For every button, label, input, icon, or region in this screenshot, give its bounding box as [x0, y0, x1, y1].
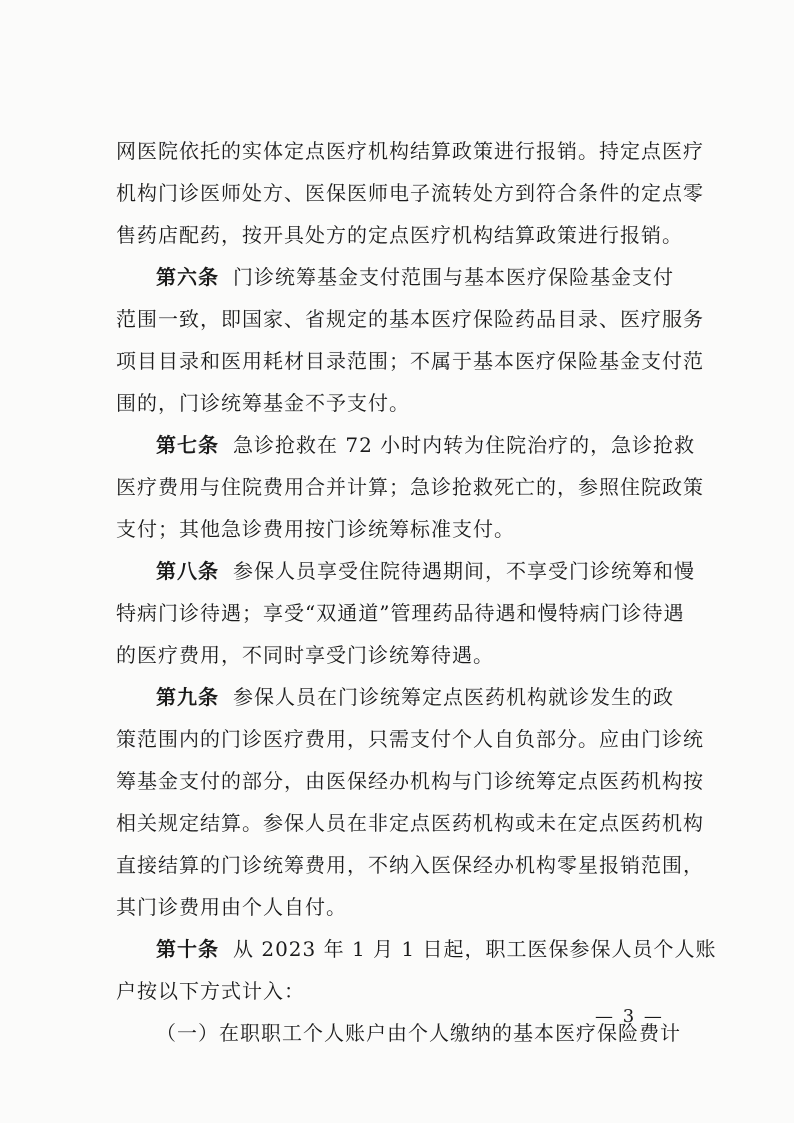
text-line: 网医院依托的实体定点医疗机构结算政策进行报销。持定点医疗 — [116, 139, 704, 163]
text-line: 的医疗费用，不同时享受门诊统筹待遇。 — [116, 643, 494, 667]
article-8-first-line — [116, 550, 716, 592]
text-line: 支付；其他急诊费用按门诊统筹标准支付。 — [116, 517, 515, 541]
article-label: 第八条 — [156, 559, 219, 583]
page-number: — 3 — — [595, 1006, 664, 1027]
text-line: 项目目录和医用耗材目录范围；不属于基本医疗保险基金支付范 — [116, 349, 704, 373]
text-line: 直接结算的门诊统筹费用，不纳入医保经办机构零星报销范围， — [116, 853, 704, 877]
article-label: 第七条 — [156, 433, 219, 457]
text-line: 围的，门诊统筹基金不予支付。 — [116, 391, 410, 415]
text-line: 机构门诊医师处方、医保医师电子流转处方到符合条件的定点零 — [116, 181, 704, 205]
text-line: 户按以下方式计入： — [116, 979, 305, 1003]
text-line: 参保人员在门诊统筹定点医药机构就诊发生的政 — [233, 685, 674, 709]
article-label: 第九条 — [156, 685, 219, 709]
article-10-first-line — [116, 928, 716, 970]
text-line: 从 2023 年 1 月 1 日起，职工医保参保人员个人账 — [233, 937, 717, 961]
body-text — [116, 130, 716, 1054]
text-line: （一）在职职工个人账户由个人缴纳的基本医疗保险费计 — [156, 1021, 681, 1045]
text-line: 筹基金支付的部分，由医保经办机构与门诊统筹定点医药机构按 — [116, 769, 704, 793]
text-line: 其门诊费用由个人自付。 — [116, 895, 347, 919]
text-line: 急诊抢救在 72 小时内转为住院治疗的，急诊抢救 — [233, 433, 696, 457]
article-label: 第六条 — [156, 265, 219, 289]
text-line: 医疗费用与住院费用合并计算；急诊抢救死亡的，参照住院政策 — [116, 475, 704, 499]
article-label: 第十条 — [156, 937, 219, 961]
article-9-first-line — [116, 676, 716, 718]
text-line: 特病门诊待遇；享受“双通道”管理药品待遇和慢特病门诊待遇 — [116, 601, 685, 625]
text-line: 售药店配药，按开具处方的定点医疗机构结算政策进行报销。 — [116, 223, 683, 247]
text-line: 相关规定结算。参保人员在非定点医药机构或未在定点医药机构 — [116, 811, 704, 835]
text-line: 门诊统筹基金支付范围与基本医疗保险基金支付 — [233, 265, 674, 289]
text-line: 范围一致，即国家、省规定的基本医疗保险药品目录、医疗服务 — [116, 307, 704, 331]
text-line: 策范围内的门诊医疗费用，只需支付个人自负部分。应由门诊统 — [116, 727, 704, 751]
article-7-first-line — [116, 424, 716, 466]
article-6-first-line — [116, 256, 716, 298]
text-line: 参保人员享受住院待遇期间，不享受门诊统筹和慢 — [233, 559, 695, 583]
